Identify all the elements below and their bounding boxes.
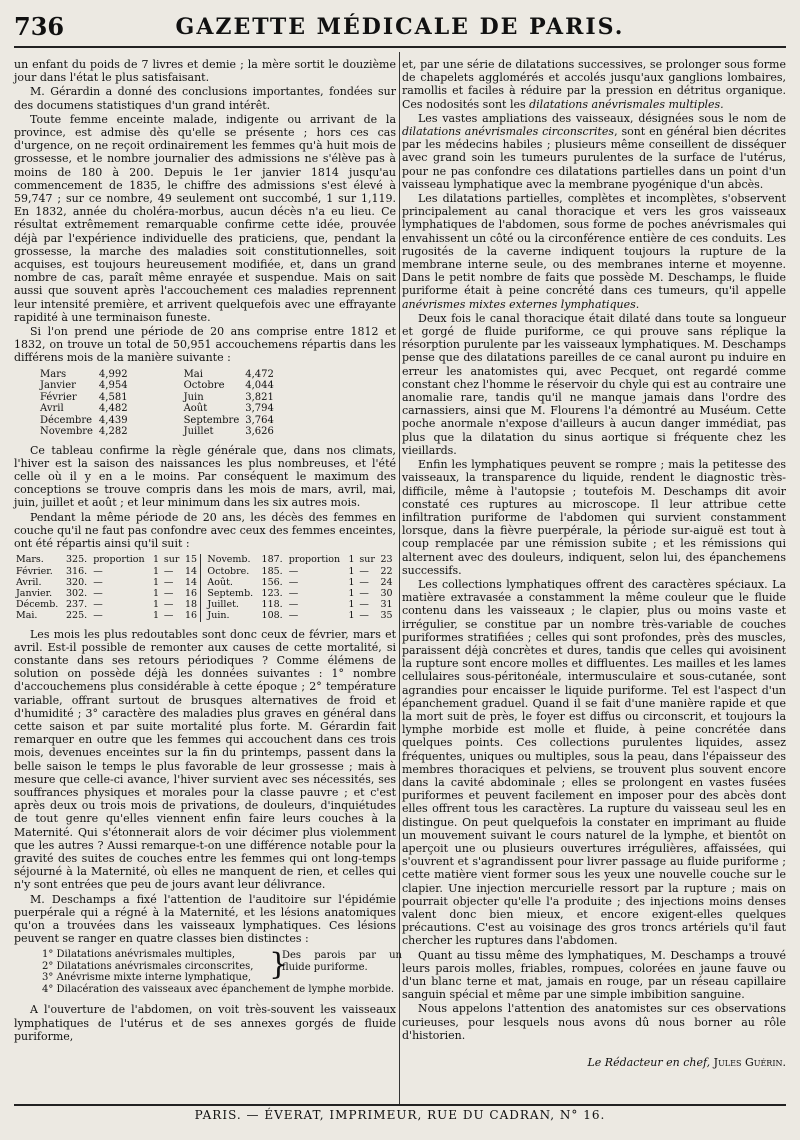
list-item: 1° Dilatations anévrismales multiples, — [42, 949, 236, 961]
right-column — [402, 58, 786, 1069]
table-row: Mars 4,992 Mai 4,472 — [40, 368, 274, 380]
classes-note: Des parois par un fluide puriforme. — [282, 950, 402, 974]
table-row: Avril 4,482 Août 3,794 — [40, 403, 274, 415]
paragraph: Nous appelons l'attention des anatomistes sur ces observations curieuses, pour lesquels nous avons dû nous borner au rôle d'historien. — [402, 1002, 786, 1042]
table-row: Février. 316. — 1 — 14 Octobre. 185. — 1 — 22 — [16, 565, 393, 577]
list-item: 4° Dilacération des vaisseaux avec épanchement de lymphe morbide. — [42, 983, 395, 995]
paragraph: Les mois les plus redoutables sont donc ceux de février, mars et avril. Est-il possible de remonter aux causes de cette mortalité, si constante dans ses retours périodiques ? Comme élémens de solution on possède déjà les données suivantes : 1° nombre d'accouchemens plus considérable à cette époque ; 2° température variable, offrant surtout de brusques alternatives de froid et d'humidité ; 3° caractère des maladies plus graves en général dans cette saison et par suite mortalité plus forte. M. Gérardin fait remarquer en outre que les femmes qui accouchent dans ces trois mois, devenues enceintes sur la fin du printemps, passent dans la belle saison le temps le plus favorable de leur grossesse ; mais à mesure que celle-ci avance, l'hiver survient avec ses nécessités, ses souffrances physiques et morales pour la classe pauvre ; et c'est après deux ou trois mois de privations, de douleurs, d'inquiétudes de tout genre qu'elles viennent enfin faire leurs couches à la Maternité. Qui s'étonnerait alors de voir décimer plus violemment que les autres ? Aussi remarque-t-on une différence notable pour la gravité des suites de couches entre les femmes qui ont long-temps séjourné à la Maternité, où elles ne manquent de rien, et celles qui n'y sont entrées que peu de jours avant leur délivrance. — [14, 627, 396, 892]
footer-rule — [14, 1104, 786, 1106]
table-row: Mars. 325. proportion 1 sur 15 Novemb. 187. proportion 1 sur 23 — [16, 554, 393, 566]
births-by-month-table — [40, 369, 280, 438]
paragraph: Quant au tissu même des lymphatiques, M. Deschamps a trouvé leurs parois molles, friables, rompues, colorées en jaune fauve ou d'un blanc terne et mat, jamais en rouge, par un réseau capillaire sanguin spécial et même par une simple imbibition sanguine. — [402, 948, 786, 1002]
paragraph: Les collections lymphatiques offrent des caractères spéciaux. La matière extravasée a constamment la même couleur que le fluide contenu dans les vaisseaux ; le clapier, plus ou moins vaste et irrégulier, se constitue par un nombre très-variable de couches puriformes stratifiées ; celles qui sont profondes, près des muscles, paraissent déjà concrètes et dures, tandis que celles qui avoisinent la rupture sont encore molles et diffluentes. Les mailles et les lames cellulaires sous-péritonéale, intermusculaire et sous-cutanée, sont agrandies pour encaisser le liquide puriforme. Tel est l'aspect d'un épanchement graduel. Quand il se fait d'une manière rapide et que la mort suit de près, le foyer est diffus ou circonscrit, et toujours la lymphe morbide est molle et fluide, à peine concrétée dans quelques points. Ces collections purulentes liquides, assez fréquentes, uniques ou multiples, sous la peau, dans l'épaisseur des membres thoraciques et pelviens, se trouvent plus souvent encore dans la cavité abdominale ; elles se prolongent en vastes fusées puriformes et peuvent facilement en imposer pour des abcès dont elles offrent tous les caractères. La rupture du vaisseau seul les en distingue. On peut quelquefois la constater en imprimant au fluide un mouvement suivant le cours naturel de la lymphe, et bientôt on aperçoit une ou plusieurs ouvertures irrégulières, affaissées, qui s'ouvrent et s'agrandissent pour livrer passage au fluide puriforme ; cette matière vient former sous les yeux une nouvelle couche sur le clapier. Une injection mercurielle ressort par la rupture ; mais on pourrait objecter qu'elle l'a produite ; des injections moins denses valent donc bien mieux, et encore exigent-elles quelques précautions. C'est au voisinage des gros troncs artériels qu'il faut chercher les ruptures dans l'abdomen. — [402, 577, 786, 948]
table-row: Avril. 320. — 1 — 14 Août. 156. — 1 — 24 — [16, 576, 393, 588]
journal-title: GAZETTE MÉDICALE DE PARIS. — [175, 14, 625, 40]
deaths-by-month-table — [14, 554, 396, 621]
paragraph: Ce tableau confirme la règle générale que, dans nos climats, l'hiver est la saison des naissances les plus nombreuses, et l'été celle où il y en a le moins. Par conséquent le maximum des conceptions se trouve compris dans les mois de mars, avril, mai, juin, juillet et août ; et leur minimum dans les six autres mois. — [14, 443, 396, 510]
table-row: Mai. 225. — 1 — 16 Juin. 108. — 1 — 35 — [16, 610, 393, 622]
table-row: Janvier 4,954 Octobre 4,044 — [40, 380, 274, 392]
page-number: 736 — [14, 12, 65, 41]
paragraph: Enfin les lymphatiques peuvent se rompre ; mais la petitesse des vaisseaux, la transparence du liquide, rendent le diagnostic très-difficile, même à l'autopsie ; toutefois M. Deschamps dit avoir constaté ces ruptures au microscope. Il leur attribue cette infiltration puriforme de l'abdomen qui survient constamment lorsque, dans la fièvre puerpérale, la période sur-aiguë est tout à coup remplacée par une rémission subite ; et les rémissions qui alternent avec des douleurs, indiquent, selon lui, des épanchemens successifs. — [402, 458, 786, 577]
table-row: Décembre 4,439 Septembre 3,764 — [40, 414, 274, 426]
paragraph: Les vastes ampliations des vaisseaux, désignées sous le nom de dilatations anévrismales circonscrites, sont en général bien décrites par les médecins habiles ; plusieurs même conseillent de disséquer avec grand soin les tumeurs purulentes de la surface de l'utérus, pour ne pas confondre ces dilatations partielles dans un point d'un vaisseau lymphatique avec la membrane pyogénique d'un abcès. — [402, 111, 787, 191]
page-header — [14, 12, 786, 48]
paragraph: Deux fois le canal thoracique était dilaté dans toute sa longueur et gorgé de fluide puriforme, ce qui prouve sans réplique la résorption purulente par les vaisseaux lymphatiques. M. Deschamps pense que des dilatations pareilles de ce canal auront pu induire en erreur les anatomistes qui, avec Pecquet, ont regardé comme constant chez l'homme le réservoir du chyle qui est au contraire une anomalie rare, tandis qu'il ne manque jamais dans l'ordre des carnassiers, ainsi que M. Flourens l'a démontré au Muséum. Cette poche anormale n'expose d'ailleurs à aucun danger immédiat, pas plus que la dilatation du sinus aortique si fréquente chez les vieillards. — [402, 311, 786, 457]
brace-glyph: } — [269, 947, 289, 983]
left-column — [14, 58, 402, 1044]
paragraph: Si l'on prend une période de 20 ans comprise entre 1812 et 1832, on trouve un total de 50,951 accouchemens répartis dans les différens mois de la manière suivante : — [14, 325, 396, 365]
list-item: 3° Anévrisme mixte interne lymphatique, — [42, 972, 252, 984]
editor-signature: Le Rédacteur en chef, Jules Guérin. — [587, 1056, 786, 1070]
table-row: Février 4,581 Juin 3,821 — [40, 391, 274, 403]
column-divider — [399, 52, 400, 1104]
paragraph: M. Gérardin a donné des conclusions importantes, fondées sur des documens statistiques d'un grand intérêt. — [14, 85, 396, 112]
table-row: Décemb. 237. — 1 — 18 Juillet. 118. — 1 — 31 — [16, 599, 393, 611]
paragraph: Toute femme enceinte malade, indigente ou arrivant de la province, est admise dès qu'elle se présente ; hors ces cas d'urgence, on ne reçoit ordinairement les femmes qu'à huit mois de grossesse, et le nombre journalier des admissions ne s'élève pas à moins de 180 à 200. Depuis le 1er janvier 1814 jusqu'au commencement de 1835, le chiffre des admissions s'est élevé à 59,747 ; sur ce nombre, 49 seulement ont succombé, 1 sur 1,119. En 1832, année du choléra-morbus, aucun décès n'a eu lieu. Ce résultat extrêmement remarquable confirme cette idée, prouvée déjà par l'expérience individuelle des praticiens, que, pendant la grossesse, la marche des maladies soit constitutionnelles, soit acquises, est toujours heureusement modifiée, et, dans un grand nombre de cas, paraît même enrayée et suspendue. Mais on sait aussi que souvent après l'accouchement ces maladies reprennent leur intensité première, et arrivent quelquefois avec une effrayante rapidité à une terminaison funeste. — [14, 112, 396, 324]
paragraph: Pendant la même période de 20 ans, les décès des femmes en couche qu'il ne faut pas confondre avec ceux des femmes enceintes, ont été répartis ainsi qu'il suit : — [14, 510, 396, 551]
list-item: 2° Dilatations anévrismales circonscrites, — [42, 960, 254, 972]
table-row: Novembre 4,282 Juillet 3,626 — [40, 426, 274, 438]
paragraph: et, par une série de dilatations successives, se prolonger sous forme de chapelets agglomérés et accolés jusqu'aux ganglions lombaires, ramollis et faciles à réduire par la pression en détritus organique. Ces nodosités sont les dilatations anévrismales multiples. — [402, 58, 786, 111]
paragraph: Les dilatations partielles, complètes et incomplètes, s'observent principalement au canal thoracique et vers les gros vaisseaux lymphatiques de l'abdomen, sous forme de poches anévrismales qui envahissent un côté ou la circonférence entière de ces conduits. Les rugosités de la caverne indiquent toujours la rupture de la membrane interne seule, ou des membranes interne et moyenne. Dans le petit nombre de faits que possède M. Deschamps, le fluide puriforme était à peine concrété dans ces tumeurs, qu'il appelle anévrismes mixtes externes lymphatiques. — [402, 192, 786, 311]
table-row: Janvier. 302. — 1 — 16 Septemb. 123. — 1 — 30 — [16, 587, 393, 599]
printer-footer: PARIS. — ÉVERAT, IMPRIMEUR, RUE DU CADRAN, N° 16. — [194, 1108, 606, 1122]
paragraph: un enfant du poids de 7 livres et demie ; la mère sortit le douzième jour dans l'état le plus satisfaisant. — [14, 58, 396, 85]
paragraph: M. Deschamps a fixé l'attention de l'auditoire sur l'épidémie puerpérale qui a régné à la Maternité, et les lésions anatomiques qu'on a trouvées dans les vaisseaux lymphatiques. Ces lésions peuvent se ranger en quatre classes bien distinctes : — [14, 892, 396, 946]
paragraph: A l'ouverture de l'abdomen, on voit très-souvent les vaisseaux lymphatiques de l'utérus et de ses annexes gorgés de fluide puriforme, — [14, 1003, 396, 1043]
lesion-classes-list — [14, 947, 402, 995]
